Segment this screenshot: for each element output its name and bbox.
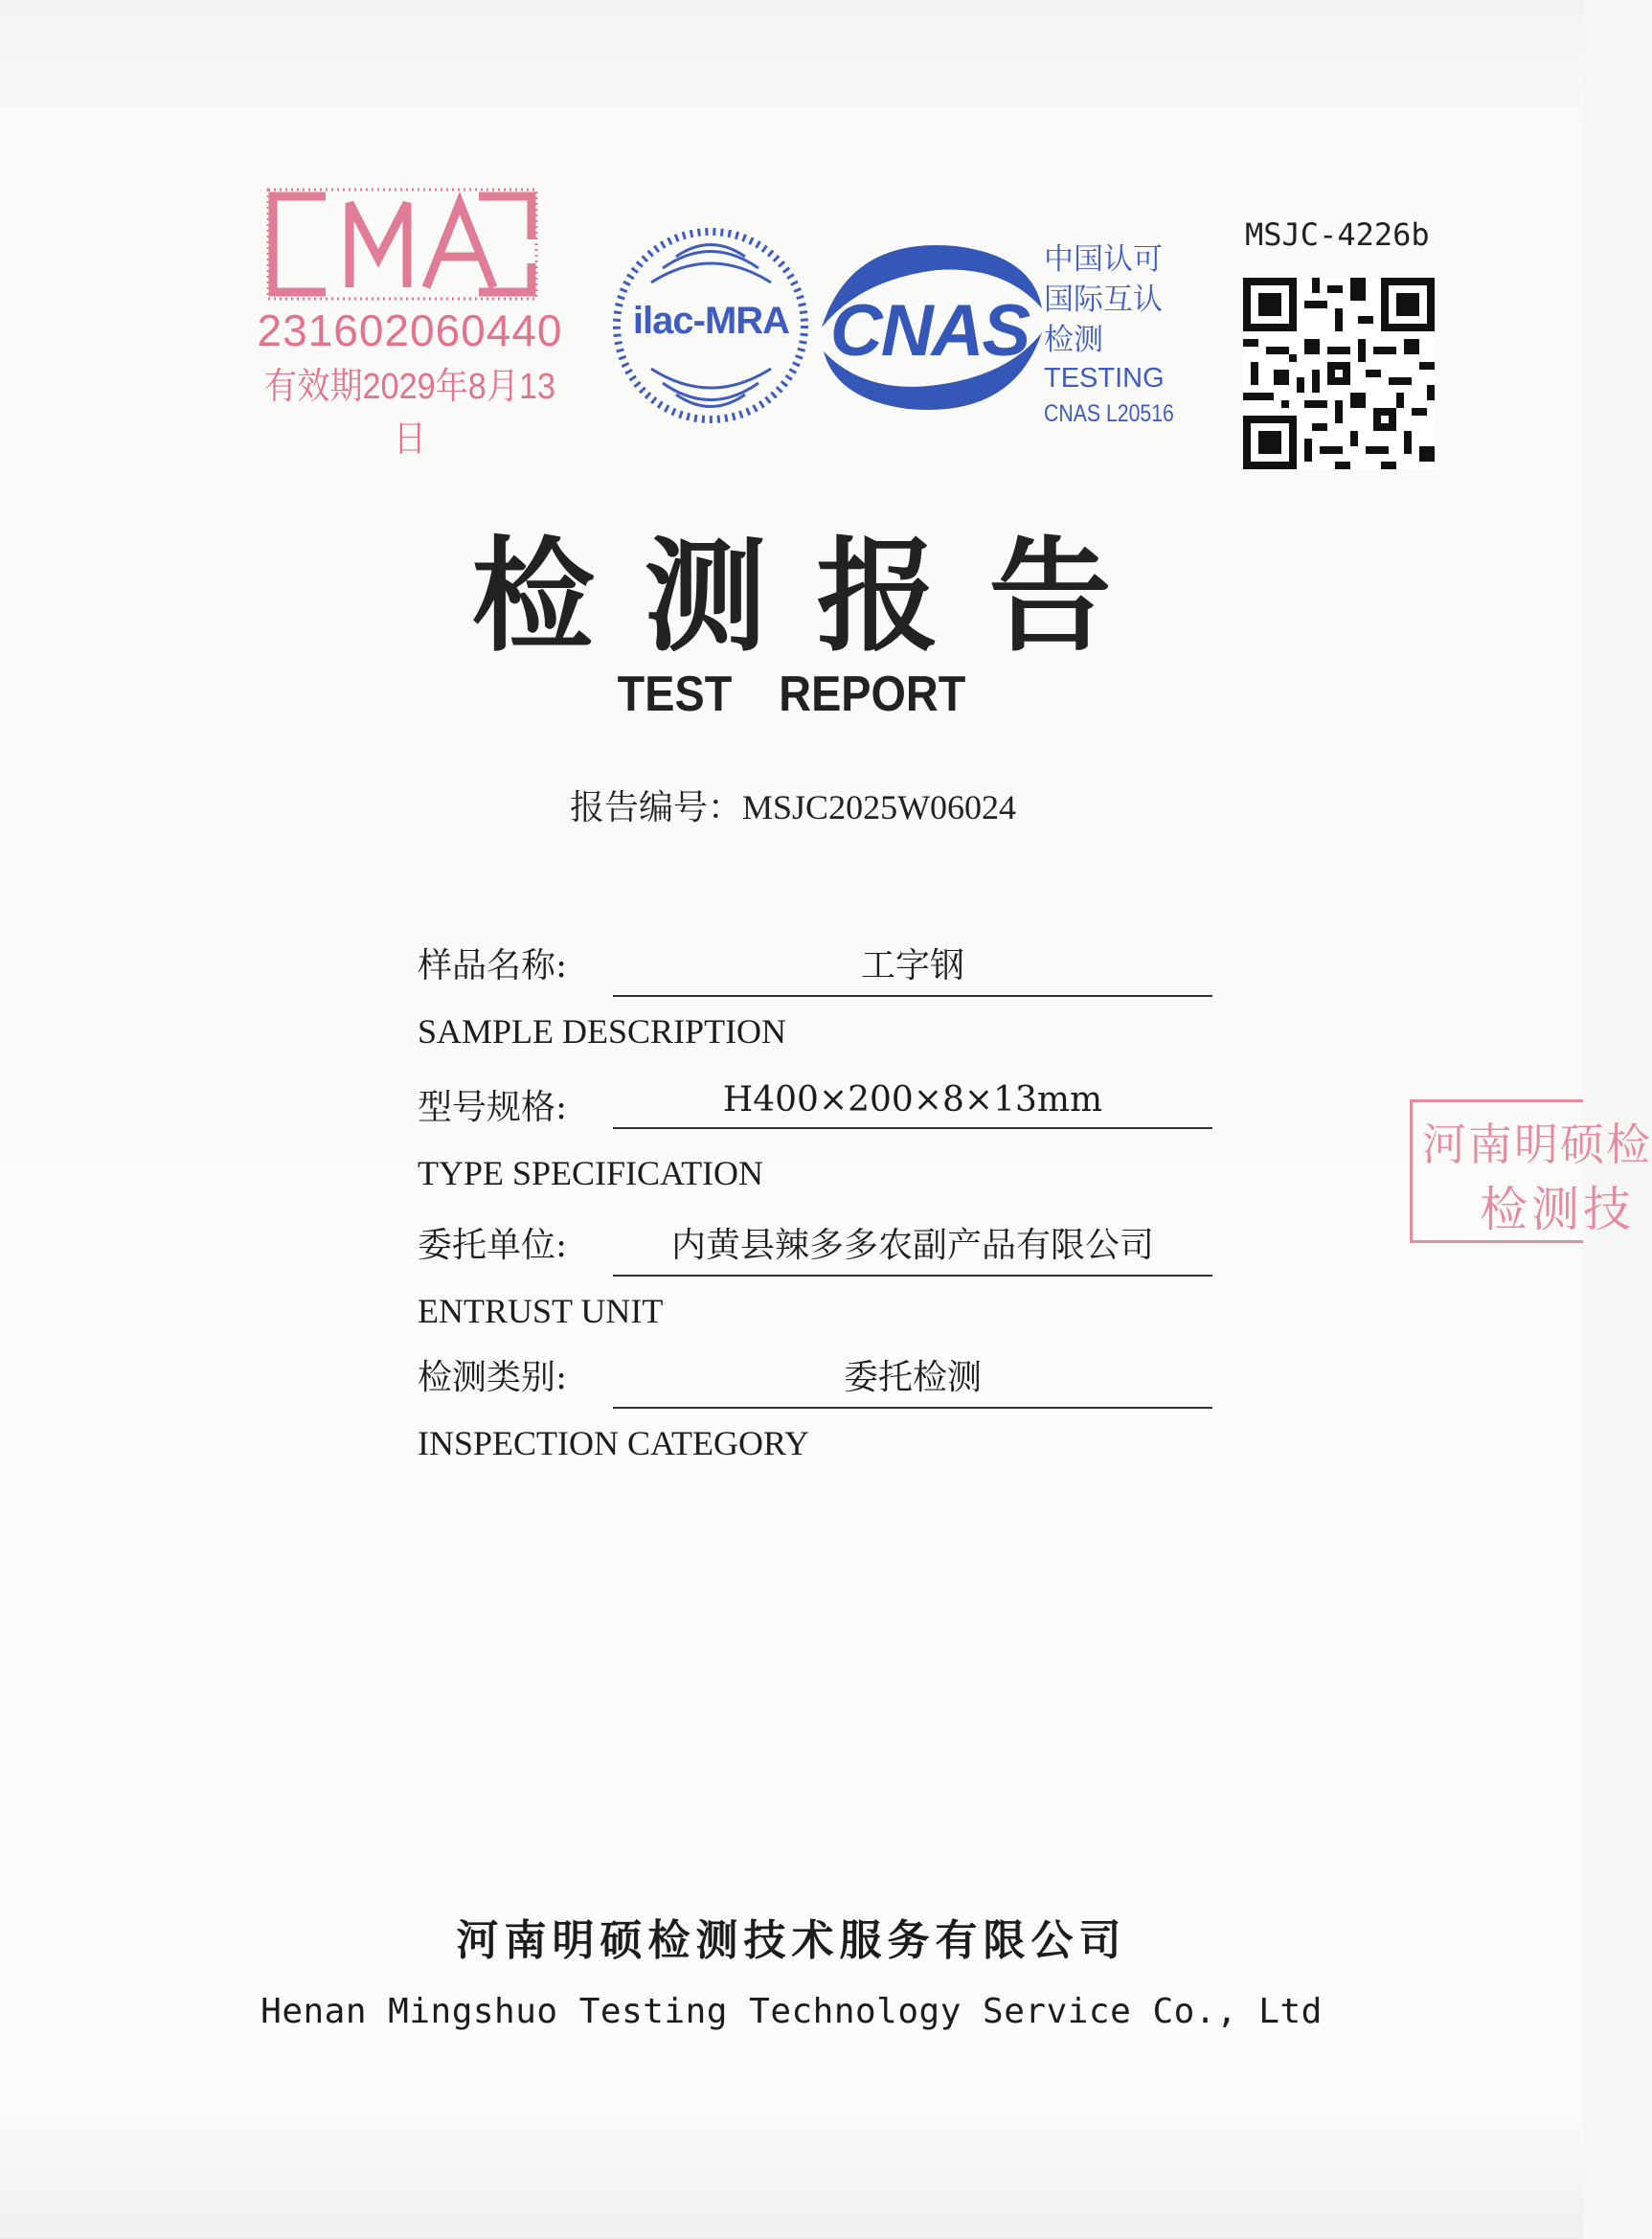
report-title-en: TEST REPORT: [617, 667, 966, 722]
company-name-zh: 河南明硕检测技术服务有限公司: [456, 1916, 1127, 1965]
field-label-zh: 委托单位:: [418, 1226, 568, 1265]
ilac-mra-mark: [613, 225, 809, 426]
cnas-line-3: 检测: [1044, 323, 1103, 356]
cnas-line-2: 国际互认: [1044, 283, 1163, 316]
qr-code-icon: [1243, 278, 1435, 469]
company-name-en: Henan Mingshuo Testing Technology Service Co., Ltd: [260, 1992, 1323, 2031]
company-seal-stamp: [1410, 1099, 1652, 1243]
cma-mark: [257, 182, 563, 460]
cma-logo-icon: [259, 182, 546, 306]
field-label-en: SAMPLE DESCRIPTION: [418, 1012, 787, 1051]
field-value: 内黄县辣多多农副产品有限公司: [613, 1218, 1212, 1277]
cnas-line-1: 中国认可: [1044, 242, 1163, 276]
document-code: MSJC-4226b: [1245, 216, 1430, 253]
stamp-line-1: 河南明硕检: [1422, 1119, 1652, 1170]
stamp-line-2: 检测技: [1480, 1182, 1635, 1237]
field-label-en: TYPE SPECIFICATION: [418, 1154, 764, 1192]
field-label-zh: 型号规格:: [418, 1088, 568, 1127]
field-value: H400×200×8×13mm: [613, 1080, 1212, 1129]
report-number-label: 报告编号：: [570, 788, 743, 827]
cma-number: 231602060440: [257, 305, 563, 355]
cma-validity: 有效期2029年8月13日: [263, 367, 556, 460]
field-value: 委托检测: [613, 1350, 1212, 1409]
field-label-zh: 检测类别:: [418, 1358, 568, 1397]
report-number: [570, 780, 1016, 829]
report-title-zh: 检测报告: [471, 525, 1162, 668]
field-value: 工字钢: [613, 939, 1212, 997]
ilac-mra-text: ilac-MRA: [632, 300, 790, 342]
cnas-accreditation-number: CNAS L20516: [1044, 400, 1174, 427]
cnas-side-text: [1044, 239, 1188, 431]
field-label-zh: 样品名称:: [418, 946, 568, 985]
field-label-en: INSPECTION CATEGORY: [418, 1424, 810, 1462]
cnas-line-4: TESTING: [1044, 363, 1165, 394]
report-number-value: MSJC2025W06024: [742, 788, 1017, 826]
cnas-mark: [812, 241, 1052, 414]
cnas-text: CNAS: [829, 290, 1030, 372]
field-label-en: ENTRUST UNIT: [418, 1292, 664, 1330]
